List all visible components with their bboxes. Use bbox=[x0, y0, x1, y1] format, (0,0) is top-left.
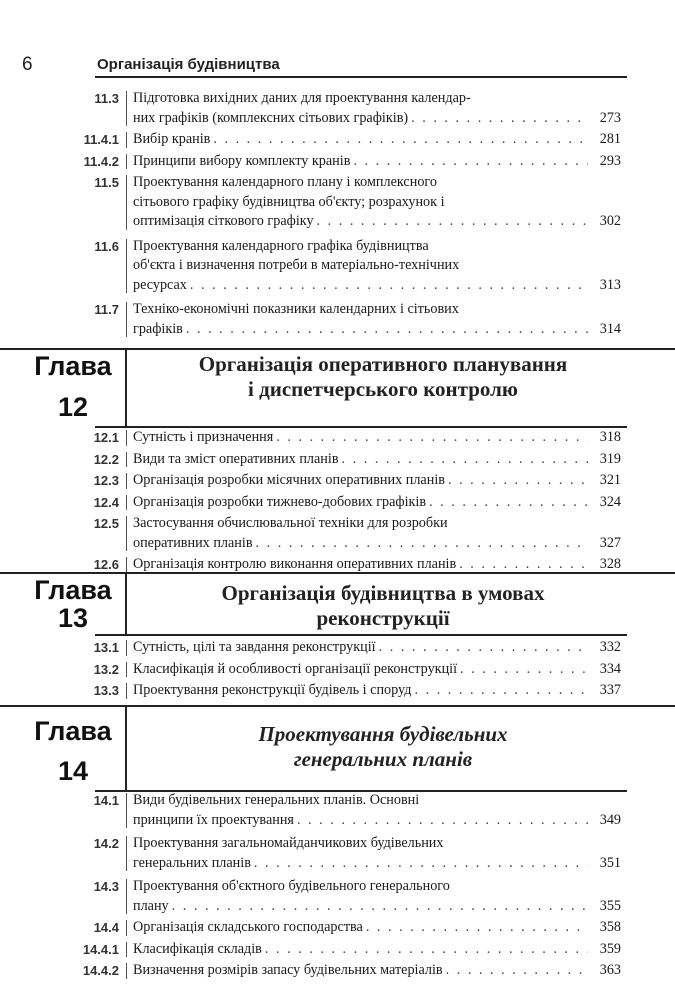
toc-entry[interactable] bbox=[0, 638, 675, 658]
entry-title-text: Вибір кранів bbox=[133, 131, 211, 147]
section-number: 12.6 bbox=[93, 557, 119, 572]
section-number: 11.4.2 bbox=[83, 153, 119, 169]
entry-title bbox=[133, 961, 591, 981]
entry-title-text: ресурсах bbox=[133, 276, 187, 293]
toc-entry[interactable] bbox=[0, 877, 675, 916]
page-ref: 334 bbox=[599, 660, 621, 677]
leader-dots bbox=[276, 428, 588, 448]
page-ref: 313 bbox=[599, 276, 621, 293]
entry-title-line: Проектування календарного плану і комплексного bbox=[133, 174, 437, 190]
entry-title-line bbox=[133, 450, 591, 470]
entry-title-line: Проектування загальномайданчикових будівельних bbox=[133, 835, 444, 851]
entry-title-line: об'єкта і визначення потреби в матеріально-технічних bbox=[133, 257, 460, 273]
section-number: 11.7 bbox=[94, 302, 119, 317]
chapter-divider bbox=[125, 705, 127, 790]
toc-entry[interactable] bbox=[0, 681, 675, 701]
entry-divider bbox=[126, 154, 127, 170]
entry-divider bbox=[126, 662, 127, 678]
entry-divider bbox=[126, 836, 127, 871]
entry-divider bbox=[126, 793, 127, 828]
entry-divider bbox=[126, 175, 127, 230]
leader-dots bbox=[429, 493, 588, 513]
section-number: 11.3 bbox=[94, 91, 119, 106]
section-number: 12.2 bbox=[93, 451, 119, 467]
section-number: 13.3 bbox=[93, 683, 119, 698]
entry-title-line bbox=[133, 471, 591, 491]
chapter-title bbox=[136, 581, 630, 631]
entry-title-text: Проектування реконструкції будівель і споруд bbox=[133, 682, 412, 698]
entry-divider bbox=[126, 430, 127, 446]
entry-title bbox=[133, 638, 591, 658]
section-number: 11.4.1 bbox=[83, 132, 119, 147]
entry-divider bbox=[126, 963, 127, 979]
entry-title-line bbox=[133, 428, 591, 448]
entry-title bbox=[133, 918, 591, 938]
entry-title-text: Організація складського господарства bbox=[133, 919, 363, 935]
entry-divider bbox=[126, 516, 127, 551]
entry-title bbox=[133, 173, 591, 232]
entry-divider bbox=[126, 239, 127, 294]
entry-divider bbox=[126, 302, 127, 337]
entry-title-line: Застосування обчислювальної техніки для розробки bbox=[133, 515, 448, 531]
entry-title-line bbox=[133, 961, 591, 981]
entry-title-text: принципи їх проектування bbox=[133, 811, 294, 828]
page-ref: 355 bbox=[599, 897, 621, 914]
entry-title bbox=[133, 681, 591, 701]
entry-title-text: оптимізація сіткового графіку bbox=[133, 213, 314, 229]
entry-divider bbox=[126, 942, 127, 958]
entry-title-line bbox=[133, 130, 591, 150]
toc-entry[interactable] bbox=[0, 130, 675, 150]
entry-title-line bbox=[133, 534, 591, 554]
leader-dots bbox=[353, 152, 588, 172]
page-ref: 351 bbox=[599, 854, 621, 871]
entry-title bbox=[133, 152, 591, 172]
entry-title-line bbox=[133, 638, 591, 658]
page-ref: 337 bbox=[599, 682, 621, 698]
toc-entry[interactable] bbox=[0, 791, 675, 830]
page-ref: 293 bbox=[599, 152, 621, 169]
leader-dots bbox=[379, 638, 588, 658]
entry-title-text: Класифікація складів bbox=[133, 940, 262, 957]
page-ref: 321 bbox=[599, 472, 621, 488]
chapter-title-line: Організація оперативного планування bbox=[198, 352, 568, 376]
entry-title-text: плану bbox=[133, 897, 169, 914]
toc-entry[interactable] bbox=[0, 237, 675, 296]
leader-dots bbox=[297, 811, 588, 831]
toc-entry[interactable] bbox=[0, 471, 675, 491]
entry-title-line bbox=[133, 940, 591, 960]
leader-dots bbox=[265, 940, 588, 960]
leader-dots bbox=[186, 320, 588, 340]
chapter-title-line: реконструкції bbox=[316, 606, 450, 630]
entry-title-text: Види та зміст оперативних планів bbox=[133, 450, 339, 467]
entry-divider bbox=[126, 91, 127, 126]
entry-title bbox=[133, 428, 591, 448]
entry-title-line bbox=[133, 811, 591, 831]
entry-divider bbox=[126, 640, 127, 656]
entry-divider bbox=[126, 495, 127, 511]
chapter-number: 13 bbox=[57, 603, 89, 633]
section-number: 11.5 bbox=[94, 175, 119, 190]
page-ref: 358 bbox=[599, 919, 621, 935]
section-number: 14.4.2 bbox=[82, 963, 119, 978]
leader-dots bbox=[190, 276, 588, 296]
leader-dots bbox=[172, 897, 588, 917]
entry-divider bbox=[126, 452, 127, 468]
leader-dots bbox=[446, 961, 588, 981]
leader-dots bbox=[254, 854, 588, 874]
page-ref: 318 bbox=[599, 429, 621, 445]
toc-entry[interactable] bbox=[0, 660, 675, 680]
leader-dots bbox=[317, 212, 588, 232]
page-ref: 273 bbox=[599, 109, 621, 126]
section-number: 14.4.1 bbox=[82, 941, 119, 957]
entry-title bbox=[133, 237, 591, 296]
entry-title bbox=[133, 514, 591, 553]
entry-title-line bbox=[133, 212, 591, 232]
entry-title-line bbox=[133, 320, 591, 340]
leader-dots bbox=[414, 681, 588, 701]
running-title: Організація будівництва bbox=[97, 56, 280, 73]
entry-title bbox=[133, 493, 591, 513]
entry-title-text: Організація розробки місячних оперативних планів bbox=[133, 472, 445, 488]
chapter-number: 12 bbox=[57, 392, 89, 422]
page-ref: 327 bbox=[599, 534, 621, 551]
leader-dots bbox=[460, 660, 588, 680]
chapter-title-line: Проектування будівельних bbox=[258, 722, 508, 746]
entry-divider bbox=[126, 557, 127, 573]
entry-divider bbox=[126, 473, 127, 489]
leader-dots bbox=[256, 534, 588, 554]
toc-entry[interactable] bbox=[0, 493, 675, 513]
section-number: 12.5 bbox=[93, 516, 119, 531]
entry-title-text: Організація контролю виконання оперативних планів bbox=[133, 556, 457, 572]
entry-title-text: Визначення розмірів запасу будівельних матеріалів bbox=[133, 962, 443, 978]
entry-title-line bbox=[133, 681, 591, 701]
page-ref: 363 bbox=[599, 962, 621, 978]
page-ref: 349 bbox=[599, 811, 621, 828]
entry-title-text: генеральних планів bbox=[133, 854, 251, 871]
entry-title-line bbox=[133, 493, 591, 513]
section-number: 12.4 bbox=[93, 494, 119, 510]
chapter-title bbox=[136, 722, 630, 772]
leader-dots bbox=[411, 109, 588, 129]
entry-divider bbox=[126, 132, 127, 148]
entry-title-text: Сутність, цілі та завдання реконструкції bbox=[133, 639, 376, 655]
page-ref: 302 bbox=[599, 213, 621, 229]
entry-divider bbox=[126, 920, 127, 936]
entry-divider bbox=[126, 683, 127, 699]
section-number: 12.1 bbox=[93, 430, 119, 445]
chapter-label: Глава bbox=[34, 716, 112, 746]
toc-entry[interactable] bbox=[0, 940, 675, 960]
chapter-title-line: генеральних планів bbox=[293, 747, 473, 771]
entry-title-text: графіків bbox=[133, 320, 183, 337]
leader-dots bbox=[366, 918, 588, 938]
entry-title bbox=[133, 660, 591, 680]
page-ref: 328 bbox=[599, 556, 621, 572]
toc-entry[interactable] bbox=[0, 918, 675, 938]
toc-entry[interactable] bbox=[0, 428, 675, 448]
page-ref: 319 bbox=[599, 450, 621, 467]
entry-title-line bbox=[133, 854, 591, 874]
chapter-divider bbox=[125, 572, 127, 634]
section-number: 11.6 bbox=[94, 238, 119, 254]
section-number: 14.2 bbox=[93, 836, 119, 851]
entry-title-line bbox=[133, 152, 591, 172]
entry-title-text: Організація розробки тижнево-добових графіків bbox=[133, 493, 427, 510]
toc-entry[interactable] bbox=[0, 450, 675, 470]
section-number: 12.3 bbox=[93, 473, 119, 488]
page-ref: 324 bbox=[599, 493, 621, 510]
toc-entry[interactable] bbox=[0, 514, 675, 553]
entry-title-text: оперативних планів bbox=[133, 534, 253, 551]
entry-title-line bbox=[133, 276, 591, 296]
entry-title-text: Класифікація й особливості організації реконструкції bbox=[133, 660, 458, 677]
toc-entry[interactable] bbox=[0, 173, 675, 232]
entry-title bbox=[133, 791, 591, 830]
entry-title-line: сітьового графіку будівництва об'єкту; розрахунок і bbox=[133, 193, 445, 210]
page-number: 6 bbox=[22, 54, 33, 75]
entry-title-line: Підготовка вихідних даних для проектування календар- bbox=[133, 90, 471, 106]
toc-entry[interactable] bbox=[0, 300, 675, 339]
chapter-title-line: Організація будівництва в умовах bbox=[221, 581, 545, 605]
page-ref: 332 bbox=[599, 639, 621, 655]
leader-dots bbox=[342, 450, 588, 470]
entry-title-line bbox=[133, 660, 591, 680]
entry-title-text: Принципи вибору комплекту кранів bbox=[133, 152, 351, 169]
leader-dots bbox=[448, 471, 588, 491]
section-number: 14.1 bbox=[93, 793, 119, 808]
page-ref: 314 bbox=[599, 320, 621, 337]
toc-entry[interactable] bbox=[0, 961, 675, 981]
chapter-divider bbox=[125, 348, 127, 426]
entry-title bbox=[133, 471, 591, 491]
page-ref: 359 bbox=[599, 940, 621, 957]
section-number: 14.4 bbox=[93, 920, 119, 935]
entry-divider bbox=[126, 879, 127, 914]
leader-dots bbox=[213, 130, 588, 150]
entry-title-line bbox=[133, 109, 591, 129]
toc-entry[interactable] bbox=[0, 834, 675, 873]
section-number: 13.2 bbox=[93, 661, 119, 677]
entry-title bbox=[133, 940, 591, 960]
entry-title-text: Сутність і призначення bbox=[133, 429, 274, 445]
entry-title-line bbox=[133, 897, 591, 917]
section-number: 14.3 bbox=[93, 879, 119, 894]
entry-title bbox=[133, 89, 591, 128]
entry-title bbox=[133, 877, 591, 916]
section-number: 13.1 bbox=[93, 640, 119, 655]
entry-title bbox=[133, 450, 591, 470]
chapter-title-line: і диспетчерського контролю bbox=[248, 377, 518, 401]
chapter-title bbox=[136, 352, 630, 402]
chapter-number: 14 bbox=[57, 756, 89, 786]
page-ref: 281 bbox=[599, 131, 621, 147]
toc-entry[interactable] bbox=[0, 89, 675, 128]
entry-title-text: них графіків (комплексних сітьових графіків) bbox=[133, 109, 409, 126]
entry-title-line: Проектування календарного графіка будівництва bbox=[133, 237, 429, 254]
entry-title-line: Проектування об'єктного будівельного генерального bbox=[133, 878, 450, 894]
entry-title-line: Техніко-економічні показники календарних і сітьових bbox=[133, 301, 459, 317]
entry-title bbox=[133, 834, 591, 873]
chapter-label: Глава bbox=[34, 351, 112, 381]
entry-title-line bbox=[133, 918, 591, 938]
entry-title-line: Види будівельних генеральних планів. Основні bbox=[133, 792, 420, 808]
entry-title bbox=[133, 300, 591, 339]
chapter-rule bbox=[95, 634, 627, 636]
entry-title bbox=[133, 130, 591, 150]
toc-entry[interactable] bbox=[0, 152, 675, 172]
chapter-label: Глава bbox=[34, 575, 112, 605]
